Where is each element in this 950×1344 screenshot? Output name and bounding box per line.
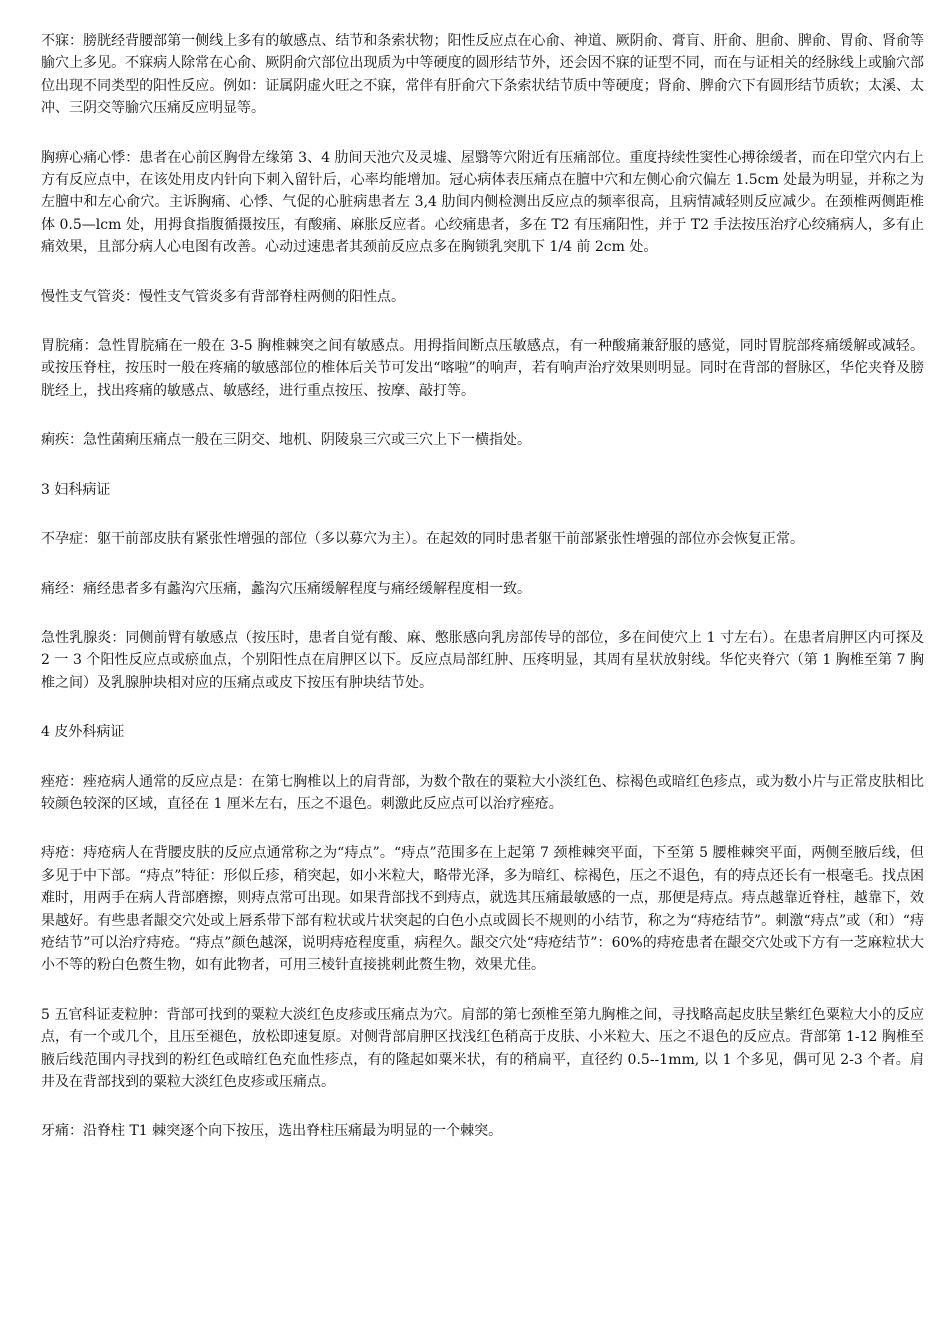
document-body — [41, 30, 924, 1170]
section-heading-dermatology-surgery: 4 皮外科病证 — [41, 724, 125, 741]
paragraph-hemorrhoids: 痔疮：痔疮病人在背腰皮肤的反应点通常称之为“痔点”。“痔点”范围多在上起第 7 颈椎棘突平面，下至第 5 腰椎棘突平面，两侧至腋后线，但多见于中下部。“痔点”特征：形似丘疹，稍突起，如小米粒大，略带光泽，多为暗红、棕褐色，压之不退色，有的痔点还长有一根毫毛。找点困难时，用两手在病人背部磨擦，则痔点常可出现。如果背部找不到痔点，就选其压痛最敏感的一点，那便是痔点。痔点越靠近脊柱，越靠下，效果越好。有些患者龈交穴处或上唇系带下部有粒状或片状突起的白色小点或圆长不规则的小结节，称之为“痔疮结节”。刺激“痔点”或（和）“痔疮结节”可以治疗痔疮。“痔点”颜色越深，说明痔疮程度重，病程久。龈交穴处“痔疮结节”：60%的痔疮患者在龈交穴处或下方有一芝麻粒状大小不等的粉白色赘生物，如有此物者，可用三棱针直接挑刺此赘生物，效果尤佳。 — [41, 845, 924, 974]
paragraph-chronic-bronchitis: 慢性支气管炎：慢性支气管炎多有背部脊柱两侧的阳性点。 — [41, 288, 405, 305]
paragraph-insomnia: 不寐：膀胱经背腰部第一侧线上多有的敏感点、结节和条索状物；阳性反应点在心俞、神道、厥阴俞、膏肓、肝俞、胆俞、脾俞、胃俞、肾俞等腧穴上多见。不寐病人除常在心俞、厥阴俞穴部位出现质为中等硬度的圆形结节外，还会因不寐的证型不同，而在与证相关的经脉线上或腧穴部位出现不同类型的阳性反应。例如：证属阴虚火旺之不寐，常伴有肝俞穴下条索状结节质中等硬度；肾俞、脾俞穴下有圆形结节质软；太溪、太冲、三阴交等腧穴压痛反应明显等。 — [41, 33, 924, 117]
paragraph-dysentery: 痢疾：急性菌痢压痛点一般在三阴交、地机、阴陵泉三穴或三穴上下一横指处。 — [41, 432, 531, 449]
section-heading-gynecology: 3 妇科病证 — [41, 481, 111, 498]
paragraph-toothache: 牙痛：沿脊柱 T1 棘突逐个向下按压，选出脊柱压痛最为明显的一个棘突。 — [41, 1123, 503, 1140]
paragraph-dysmenorrhea: 痛经：痛经患者多有蠡沟穴压痛，蠡沟穴压痛缓解程度与痛经缓解程度相一致。 — [41, 580, 531, 597]
paragraph-infertility: 不孕症：躯干前部皮肤有紧张性增强的部位（多以募穴为主）。在起效的同时患者躯干前部紧张性增强的部位亦会恢复正常。 — [41, 531, 804, 548]
paragraph-acne: 痤疮：痤疮病人通常的反应点是：在第七胸椎以上的肩背部，为数个散在的粟粒大小淡红色、棕褐色或暗红色疹点，或为数小片与正常皮肤相比较颜色较深的区域，直径在 1 厘米左右，压之不退色。刺激此反应点可以治疗痤疮。 — [41, 773, 924, 812]
paragraph-acute-mastitis: 急性乳腺炎：同侧前臂有敏感点（按压时，患者自觉有酸、麻、憋胀感向乳房部传导的部位，多在间使穴上 1 寸左右）。在患者肩胛区内可探及 2 一 3 个阳性反应点或瘀血点，个别阳性点在肩胛区以下。反应点局部红肿、压疼明显，其周有星状放射线。华佗夹脊穴（第 1 胸椎至第 7 胸椎之间）及乳腺肿块相对应的压痛点或皮下按压有肿块结节处。 — [41, 629, 924, 691]
paragraph-epigastric-pain: 胃脘痛：急性胃脘痛在一般在 3-5 胸椎棘突之间有敏感点。用拇指间断点压敏感点，有一种酸痛兼舒服的感觉，同时胃脘部疼痛缓解或减轻。或按压脊柱，按压时一般在疼痛的敏感部位的椎体后关节可发出“喀啦”的响声，若有响声治疗效果则明显。同时在背部的督脉区，华佗夹脊及膀胱经上，找出疼痛的敏感点、敏感经，进行重点按压、按摩、敲打等。 — [41, 338, 924, 399]
paragraph-stye: 5 五官科证麦粒肿：背部可找到的粟粒大淡红色皮疹或压痛点为穴。肩部的第七颈椎至第九胸椎之间，寻找略高起皮肤呈紫红色粟粒大小的反应点，有一个或几个，且压至褪色，放松即速复原。对侧背部肩胛区找浅红色稍高于皮肤、小米粒大、压之不退色的反应点。背部第 1-12 胸椎至腋后线范围内寻找到的粉红色或暗红色充血性疹点，有的隆起如粟米状，有的稍扁平，直径约 0.5--1mm, 以 1 个多见，偶可见 2-3 个者。肩井及在背部找到的粟粒大淡红色皮疹或压痛点。 — [41, 1006, 924, 1090]
paragraph-chest-pain-palpitation: 胸痹心痛心悸：患者在心前区胸骨左缘第 3、4 肋间天池穴及灵墟、屋翳等穴附近有压痛部位。重度持续性窦性心搏徐缓者，而在印堂穴内右上方有反应点中，在该处用皮内针向下刺入留针后，心率均能增加。冠心病体表压痛点在膻中穴和左侧心俞穴偏左 1.5cm 处最为明显，并称之为左膻中和左心俞穴。主诉胸痛、心悸、气促的心脏病患者左 3,4 肋间内侧检测出反应点的频率很高，且病情减轻则反应减少。在颈椎两侧距椎体 0.5—lcm 处，用拇食指腹循摄按压，有酸痛、麻胀反应者。心绞痛患者，多在 T2 有压痛阳性，并于 T2 手法按压治疗心绞痛病人，多有止痛效果，且部分病人心电图有改善。心动过速患者其颈前反应点多在胸锁乳突肌下 1/4 前 2cm 处。 — [41, 149, 924, 256]
